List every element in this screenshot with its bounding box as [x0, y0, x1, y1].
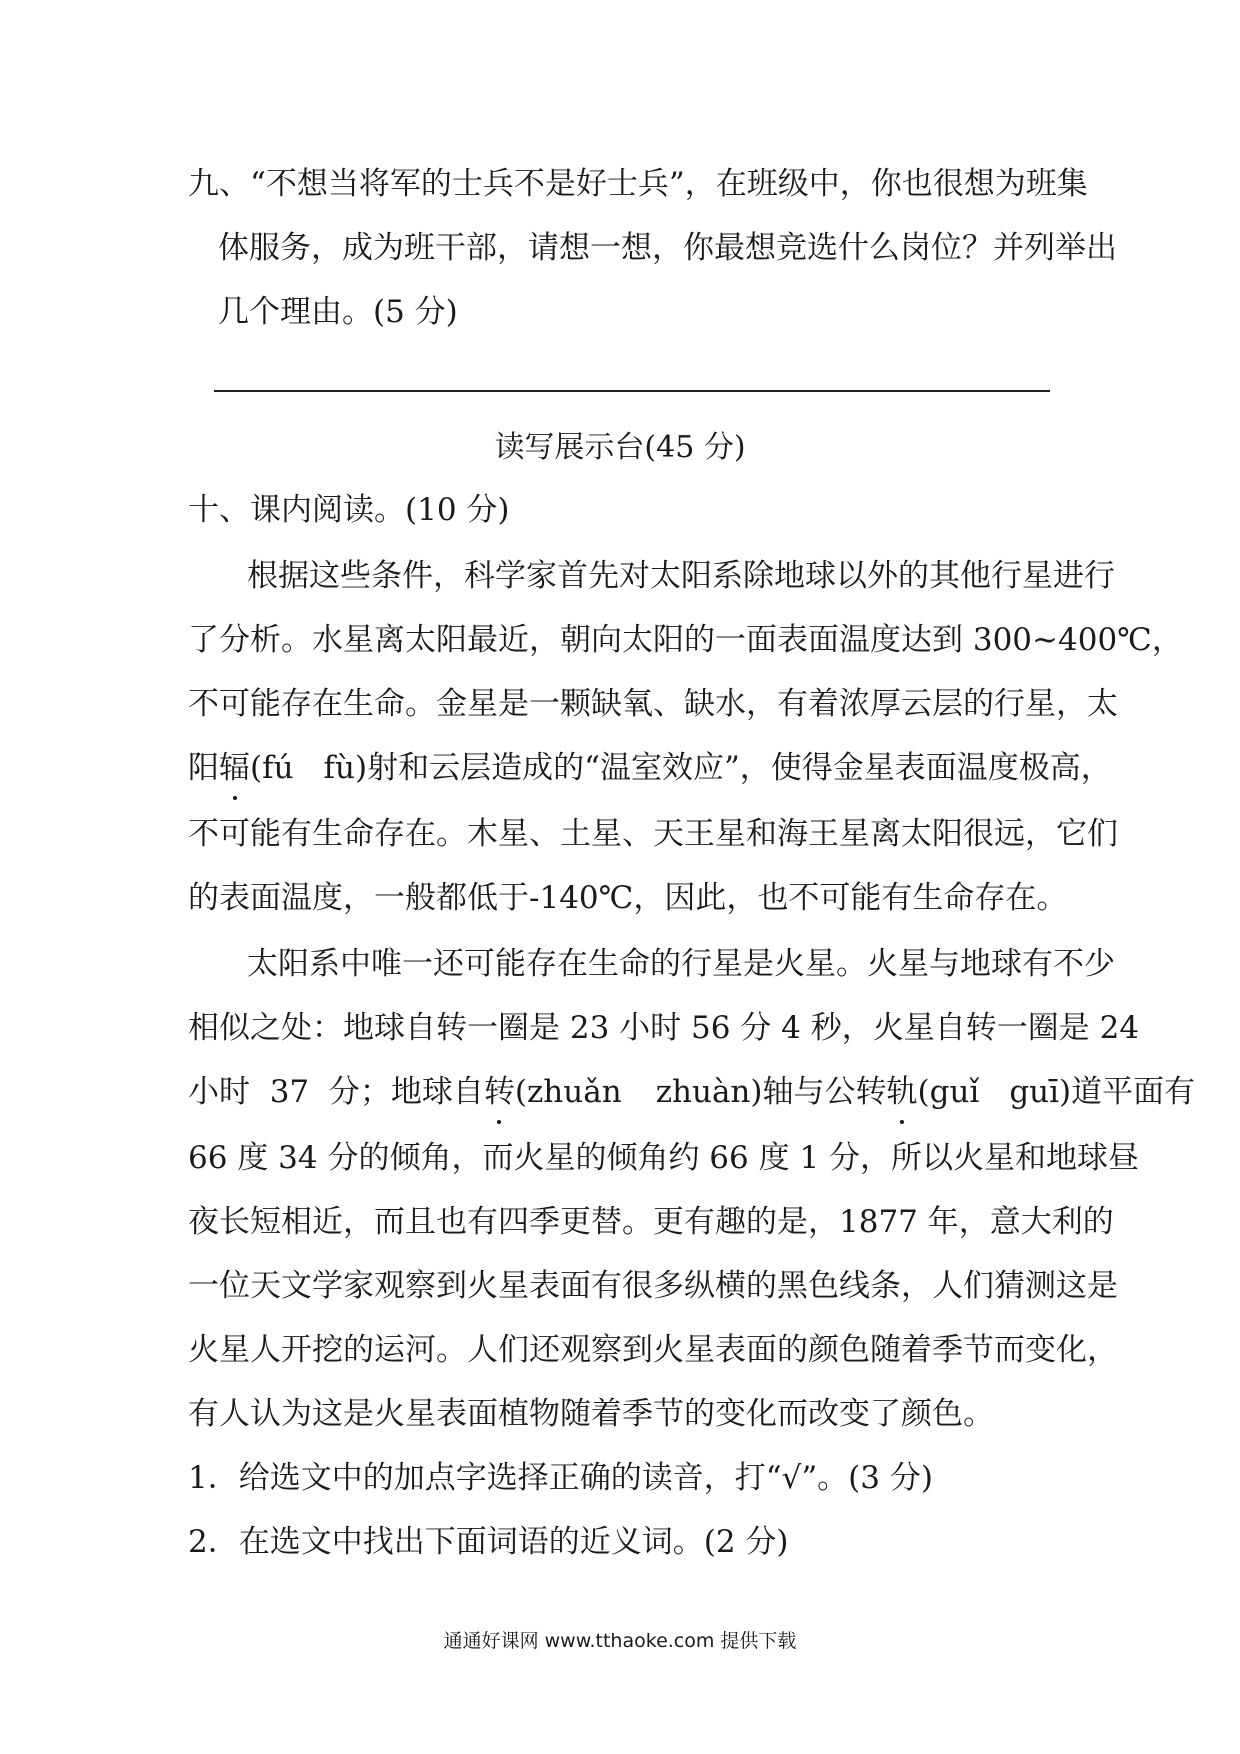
- dotted-char: 转: [483, 1074, 515, 1110]
- passage-p2-line-3: [188, 1072, 1196, 1112]
- text-segment: 射和云层造成的“温室效应”，使得金星表面温度极高，: [367, 750, 1112, 786]
- passage-p2-line-5: 夜长短相近，而且也有四季更替。更有趣的是，1877 年，意大利的: [188, 1204, 1114, 1240]
- passage-p2-line-8: 有人认为这是火星表面植物随着季节的变化而改变了颜色。: [188, 1396, 994, 1432]
- section-title: 读写展示台(45 分): [494, 430, 746, 465]
- question-10-heading: 十、课内阅读。(10 分): [188, 492, 510, 528]
- pinyin-option: (zhuǎn: [514, 1074, 622, 1110]
- passage-p1-line-6: 的表面温度，一般都低于-140℃，因此，也不可能有生命存在。: [188, 880, 1068, 916]
- question-9-line-3: 几个理由。(5 分): [218, 294, 458, 330]
- text-segment: 轴与公转: [762, 1074, 887, 1110]
- footer-watermark: 通通好课网 www.tthaoke.com 提供下载: [443, 1630, 797, 1652]
- pinyin-option: (guǐ: [917, 1074, 980, 1110]
- answer-line: [214, 390, 1050, 392]
- passage-p1-line-5: 不可能有生命存在。木星、土星、天王星和海王星离太阳很远，它们: [188, 816, 1118, 852]
- text-segment: 小时 37 分；地球自: [188, 1074, 484, 1110]
- pinyin-option: (fú: [250, 750, 294, 786]
- pinyin-option: zhuàn): [655, 1074, 763, 1110]
- passage-p1-line-4: [188, 748, 1112, 788]
- passage-p2-line-4: 66 度 34 分的倾角，而火星的倾角约 66 度 1 分，所以火星和地球昼: [188, 1140, 1140, 1176]
- pinyin-option: guī): [1009, 1074, 1072, 1110]
- pinyin-option: fù): [323, 750, 368, 786]
- text-segment: 道平面有: [1071, 1074, 1196, 1110]
- passage-p1-line-2: 了分析。水星离太阳最近，朝向太阳的一面表面温度达到 300~400℃，: [188, 622, 1183, 658]
- text-segment: 阳: [188, 750, 219, 786]
- passage-p2-line-6: 一位天文学家观察到火星表面有很多纵横的黑色线条，人们猜测这是: [188, 1268, 1118, 1304]
- passage-p2-line-2: 相似之处：地球自转一圈是 23 小时 56 分 4 秒，火星自转一圈是 24: [188, 1010, 1140, 1046]
- sub-question-1: 1．给选文中的加点字选择正确的读音，打“√”。(3 分): [188, 1460, 933, 1496]
- passage-p1-line-1: 根据这些条件，科学家首先对太阳系除地球以外的其他行星进行: [247, 558, 1115, 594]
- sub-question-2: 2．在选文中找出下面词语的近义词。(2 分): [188, 1524, 789, 1560]
- passage-p1-line-3: 不可能存在生命。金星是一颗缺氧、缺水，有着浓厚云层的行星，太: [188, 686, 1118, 722]
- dotted-char: 轨: [886, 1074, 918, 1110]
- question-9-line-2: 体服务，成为班干部，请想一想，你最想竞选什么岗位？并列举出: [218, 230, 1117, 266]
- passage-p2-line-7: 火星人开挖的运河。人们还观察到火星表面的颜色随着季节而变化，: [188, 1332, 1118, 1368]
- dotted-char: 辐: [219, 750, 250, 786]
- question-9-line-1: 九、“不想当将军的士兵不是好士兵”，在班级中，你也很想为班集: [188, 166, 1088, 202]
- passage-p2-line-1: 太阳系中唯一还可能存在生命的行星是火星。火星与地球有不少: [247, 946, 1115, 982]
